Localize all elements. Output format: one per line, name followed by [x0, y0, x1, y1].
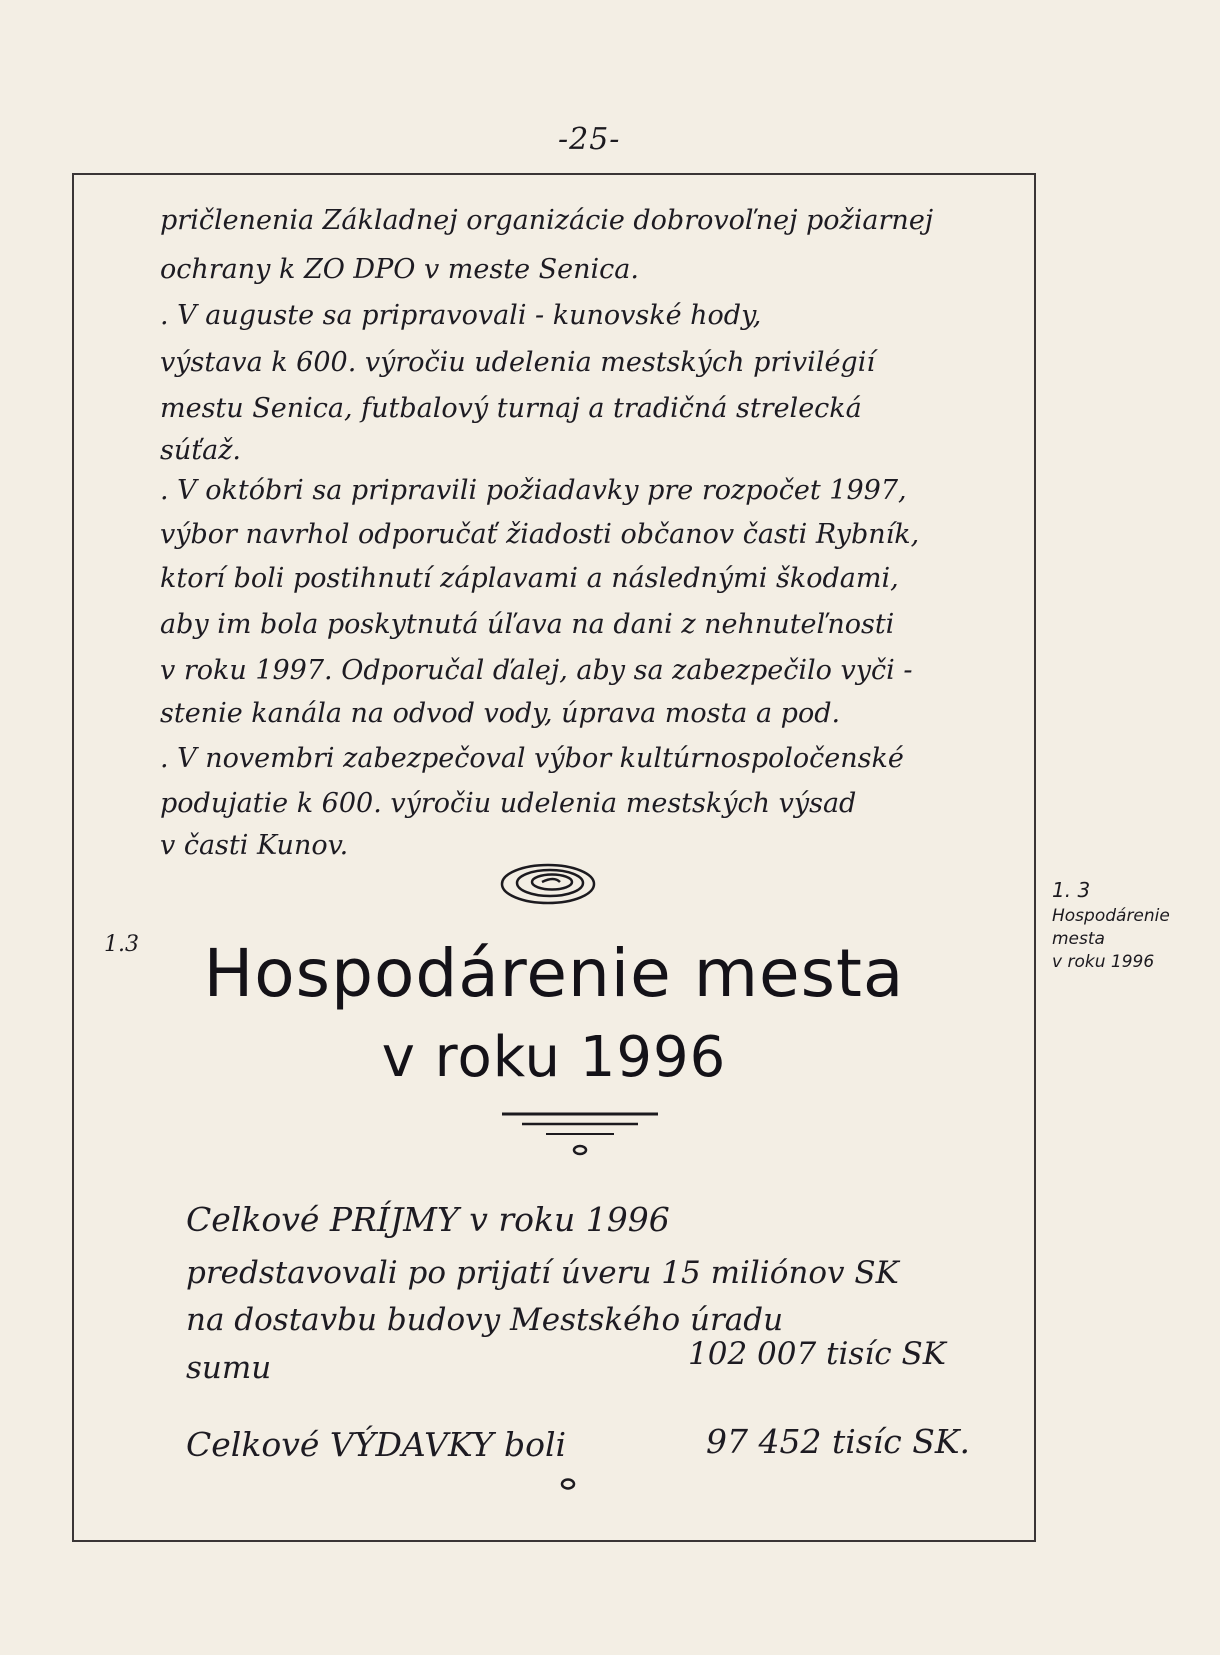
body-line: podujatie k 600. výročiu udelenia mestských výsad — [160, 788, 857, 819]
spiral-ornament-icon — [498, 860, 598, 908]
body-line: pričlenenia Základnej organizácie dobrovoľnej požiarnej — [160, 205, 934, 236]
income-line: na dostavbu budovy Mestského úradu — [186, 1302, 784, 1338]
section-subtitle: v roku 1996 — [381, 1025, 727, 1090]
body-line: v roku 1997. Odporučal ďalej, aby sa zabezpečilo vyči - — [160, 655, 913, 686]
margin-note-number: 1. 3 — [1052, 878, 1091, 902]
underline-ornament-icon — [500, 1110, 660, 1160]
body-line: aby im bola poskytnutá úľava na dani z nehnuteľnosti — [160, 609, 895, 640]
body-line: výstava k 600. výročiu udelenia mestských privilégií — [160, 347, 875, 378]
body-line: súťaž. — [160, 435, 241, 466]
body-line: v časti Kunov. — [160, 830, 349, 861]
income-amount: 102 007 tisíc SK — [688, 1336, 946, 1372]
body-line: mestu Senica, futbalový turnaj a tradičná strelecká — [160, 393, 862, 424]
body-line: ktorí boli postihnutí záplavami a následnými škodami, — [160, 563, 899, 594]
body-line: stenie kanála na odvod vody, úprava mosta a pod. — [160, 698, 841, 729]
page-number: -25- — [558, 122, 621, 157]
body-line: . V novembri zabezpečoval výbor kultúrnospoločenské — [160, 743, 904, 774]
margin-note-line: Hospodárenie — [1052, 906, 1170, 926]
body-line: . V októbri sa pripravili požiadavky pre rozpočet 1997, — [160, 475, 907, 506]
margin-note-line: mesta — [1052, 929, 1105, 949]
income-line: predstavovali po prijatí úveru 15 miliónov SK — [186, 1255, 899, 1291]
section-number: 1.3 — [104, 932, 139, 957]
expenses-amount: 97 452 tisíc SK. — [706, 1422, 970, 1461]
income-line: Celkové PRÍJMY v roku 1996 — [186, 1200, 670, 1239]
section-title: Hospodárenie mesta — [203, 935, 905, 1012]
body-line: . V auguste sa pripravovali - kunovské hody, — [160, 300, 762, 331]
end-mark-icon — [558, 1476, 578, 1492]
body-line: výbor navrhol odporučať žiadosti občanov časti Rybník, — [160, 519, 920, 550]
margin-note-line: v roku 1996 — [1052, 952, 1155, 972]
body-line: ochrany k ZO DPO v meste Senica. — [160, 254, 639, 285]
expenses-label: Celkové VÝDAVKY boli — [186, 1425, 567, 1464]
income-line: sumu — [186, 1350, 272, 1386]
